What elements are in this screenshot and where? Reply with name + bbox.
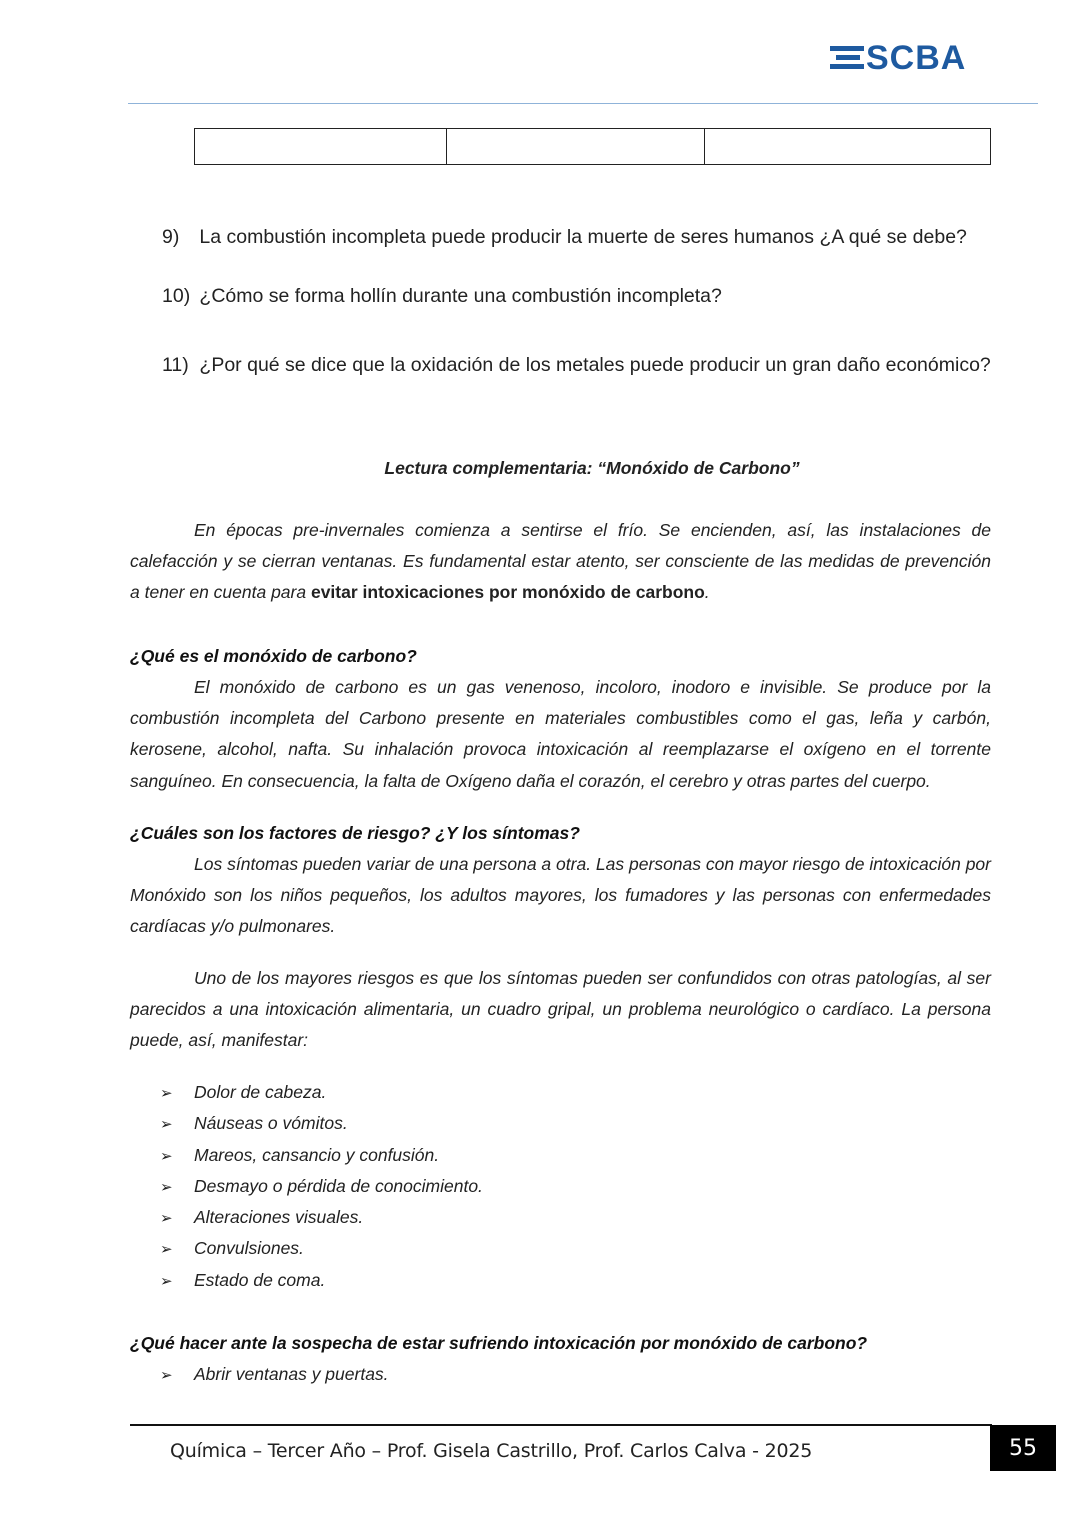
- intro-text: En épocas pre-invernales comienza a sentirse el frío. Se encienden, así, las instalaciones de calefacción y se cierran ventanas. Es fundamental estar atento, ser consciente de las medidas de prevención a tener en cuenta para: [130, 520, 991, 603]
- question-11: [162, 354, 991, 377]
- question-9: [162, 226, 967, 249]
- table-cell: [705, 129, 990, 164]
- question-text: La combustión incompleta puede producir la muerte de seres humanos ¿A qué se debe?: [199, 226, 967, 248]
- arrow-bullet-icon: ➢: [160, 1178, 173, 1196]
- section2-text2: Uno de los mayores riesgos es que los síntomas pueden ser confundidos con otras patologías, al ser parecidos a una intoxicación alimentaria, un cuadro gripal, un problema neurológico o cardíaco. La persona puede, así, manifestar:: [130, 968, 991, 1051]
- list-item-text: Estado de coma.: [194, 1269, 326, 1290]
- section-heading-what-is: ¿Qué es el monóxido de carbono?: [130, 646, 417, 666]
- header-divider: [128, 103, 1038, 104]
- answer-table-row: [194, 128, 991, 165]
- list-item: [160, 1171, 483, 1202]
- list-item-text: Convulsiones.: [194, 1238, 304, 1259]
- arrow-bullet-icon: ➢: [160, 1116, 173, 1134]
- list-item-text: Náuseas o vómitos.: [194, 1113, 348, 1134]
- section2-text: Los síntomas pueden variar de una persona a otra. Las personas con mayor riesgo de intoxicación por Monóxido son los niños pequeños, los adultos mayores, los fumadores y las personas con enfermedades cardíacas y/o pulmonares.: [130, 854, 991, 937]
- list-item: [160, 1140, 483, 1171]
- section1-text: El monóxido de carbono es un gas venenoso, incoloro, inodoro e invisible. Se produce por la combustión incompleta del Carbono presente en materiales combustibles como el gas, leña y carbón, kerosene, alcohol, nafta. Su inhalación provoca intoxicación al reemplazarse el oxígeno en el torrente sanguíneo. En consecuencia, la falta de Oxígeno daña el corazón, el cerebro y otras partes del cuerpo.: [130, 677, 991, 791]
- arrow-bullet-icon: ➢: [160, 1085, 173, 1102]
- section-paragraph: [130, 672, 991, 797]
- reading-title: Lectura complementaria: “Monóxido de Carbono”: [384, 458, 800, 478]
- list-item-text: Abrir ventanas y puertas.: [194, 1364, 389, 1384]
- list-item: [160, 1077, 483, 1108]
- scba-logo: [830, 40, 1030, 76]
- arrow-bullet-icon: ➢: [160, 1241, 173, 1259]
- question-text: ¿Cómo se forma hollín durante una combustión incompleta?: [199, 285, 722, 307]
- footer-text: Química – Tercer Año – Prof. Gisela Castrillo, Prof. Carlos Calva - 2025: [170, 1440, 813, 1462]
- section-heading-risk-factors: ¿Cuáles son los factores de riesgo? ¿Y los síntomas?: [130, 823, 580, 843]
- page-number: 55: [990, 1425, 1056, 1471]
- symptoms-list: [160, 1077, 483, 1296]
- list-item-text: Mareos, cansancio y confusión.: [194, 1144, 440, 1165]
- list-item: [160, 1202, 483, 1233]
- intro-bold-text: evitar intoxicaciones por monóxido de carbono: [310, 582, 705, 603]
- actions-list: [160, 1359, 389, 1390]
- question-text: ¿Por qué se dice que la oxidación de los metales puede producir un gran daño económico?: [199, 354, 991, 376]
- table-cell: [195, 129, 447, 164]
- question-number: 10): [162, 285, 191, 307]
- list-item: [160, 1108, 483, 1139]
- section-paragraph: [130, 849, 991, 943]
- question-10: [162, 285, 722, 308]
- question-number: 9): [162, 226, 180, 248]
- question-number: 11): [162, 354, 189, 376]
- arrow-bullet-icon: ➢: [160, 1147, 173, 1165]
- list-item: [160, 1265, 483, 1296]
- intro-paragraph: [130, 515, 991, 609]
- list-item-text: Dolor de cabeza.: [194, 1082, 327, 1102]
- section-paragraph: [130, 963, 991, 1057]
- footer-divider: [130, 1424, 992, 1426]
- section-heading-what-to-do: ¿Qué hacer ante la sospecha de estar sufriendo intoxicación por monóxido de carbono?: [130, 1333, 868, 1353]
- arrow-bullet-icon: ➢: [160, 1210, 173, 1228]
- arrow-bullet-icon: ➢: [160, 1367, 173, 1384]
- logo-text: SCBA: [866, 40, 967, 76]
- list-item: [160, 1359, 389, 1390]
- intro-end: .: [704, 582, 710, 603]
- arrow-bullet-icon: ➢: [160, 1272, 173, 1290]
- list-item: [160, 1233, 483, 1264]
- list-item-text: Alteraciones visuales.: [194, 1207, 364, 1228]
- table-cell: [447, 129, 705, 164]
- list-item-text: Desmayo o pérdida de conocimiento.: [194, 1175, 483, 1196]
